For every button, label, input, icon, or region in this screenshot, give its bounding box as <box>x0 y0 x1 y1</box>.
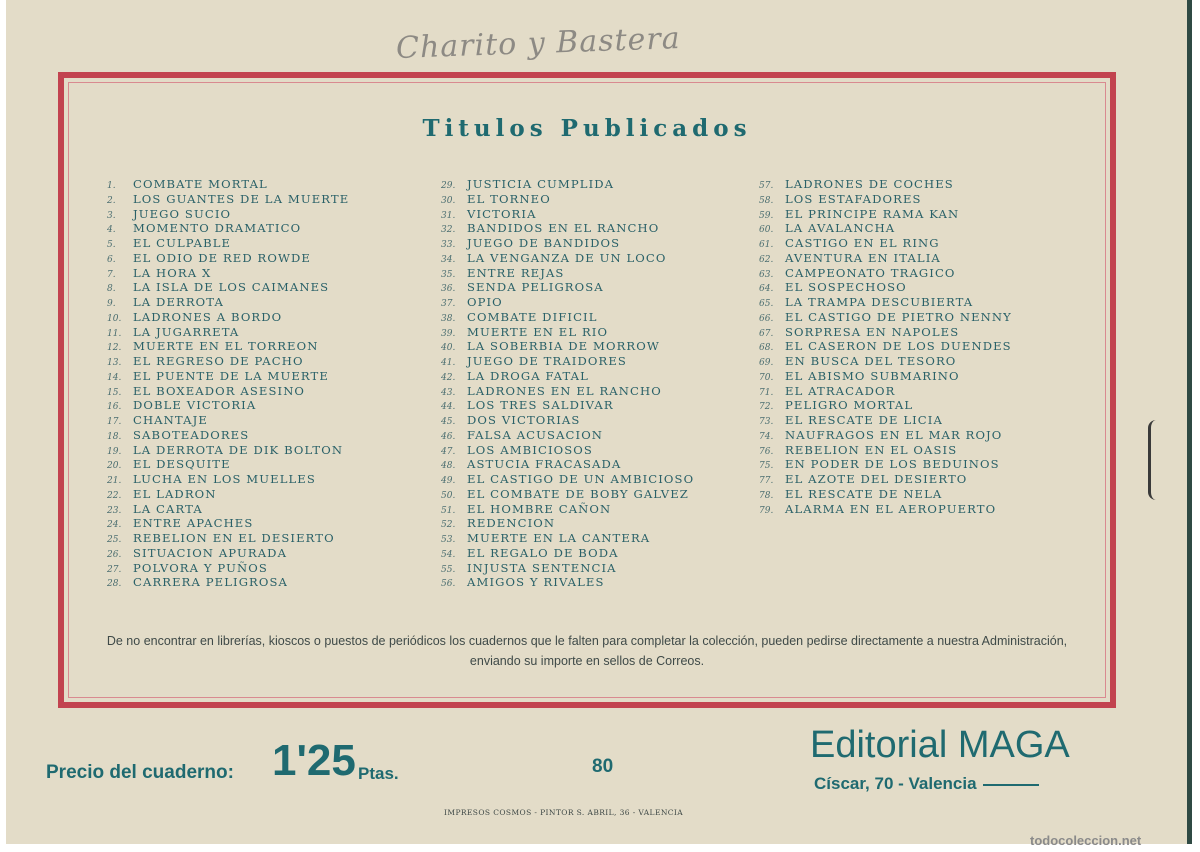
title-list-item <box>441 413 694 428</box>
title-list-item <box>441 531 694 546</box>
title-number: 79. <box>759 505 774 516</box>
title-list-item <box>759 487 1012 502</box>
title-number: 3. <box>107 210 116 221</box>
title-number: 50. <box>441 490 456 501</box>
title-number: 24. <box>107 520 122 531</box>
title-text: EL REGRESO DE PACHO <box>133 354 304 368</box>
title-text: POLVORA Y PUÑOS <box>133 560 268 575</box>
title-text: LA DROGA FATAL <box>467 368 589 383</box>
title-text: PELIGRO MORTAL <box>785 398 914 413</box>
title-list-item <box>759 221 1012 236</box>
title-number: 52. <box>441 520 456 531</box>
title-list-item <box>107 487 349 502</box>
title-list-item <box>107 236 349 251</box>
title-number: 78. <box>759 490 774 501</box>
title-list-item <box>107 546 349 561</box>
title-text: LA AVALANCHA <box>785 221 896 236</box>
title-number: 73. <box>759 417 774 427</box>
title-list-item <box>107 413 349 428</box>
title-list-item <box>759 398 1012 413</box>
title-number: 14. <box>107 372 122 383</box>
title-list-item <box>441 487 694 502</box>
staple-mark <box>1148 420 1169 500</box>
title-list-item <box>441 369 694 384</box>
title-number: 6. <box>107 254 116 265</box>
title-list-item <box>759 280 1012 295</box>
title-text: MOMENTO DRAMATICO <box>133 221 302 236</box>
title-number: 46. <box>441 431 456 442</box>
title-number: 61. <box>759 240 774 250</box>
title-text: EL ATRACADOR <box>785 383 896 398</box>
title-number: 7. <box>107 269 116 280</box>
title-list-item <box>107 443 349 458</box>
title-list-item <box>107 207 349 222</box>
title-number: 35. <box>441 269 456 280</box>
title-number: 16. <box>107 402 122 413</box>
title-list-item <box>441 398 694 413</box>
title-number: 2. <box>107 195 116 206</box>
title-number: 43. <box>441 387 456 398</box>
title-text: LOS ESTAFADORES <box>785 191 922 206</box>
publisher-name: Editorial MAGA <box>810 724 1070 766</box>
title-number: 9. <box>107 299 116 309</box>
title-text: EL CULPABLE <box>133 236 232 250</box>
title-text: LA VENGANZA DE UN LOCO <box>467 250 667 265</box>
title-list-item <box>759 177 1012 192</box>
title-text: MUERTE EN EL RIO <box>467 324 609 339</box>
ordering-notice: De no encontrar en librerías, kioscos o puestos de periódicos los cuadernos que le falten para completar la colección, pueden pedirse directamente a nuestra Administración, enviando su importe en sellos de Correos. <box>106 634 1068 668</box>
publisher-address <box>814 774 1039 794</box>
title-list-item <box>107 531 349 546</box>
title-list-item <box>441 295 694 310</box>
title-text: CHANTAJE <box>133 413 208 427</box>
title-list-item <box>759 207 1012 222</box>
title-number: 32. <box>441 225 456 236</box>
title-number: 57. <box>759 181 774 191</box>
title-number: 8. <box>107 284 116 295</box>
title-list-item <box>441 251 694 266</box>
title-number: 70. <box>759 372 774 383</box>
title-text: SABOTEADORES <box>133 427 250 442</box>
title-list-item <box>441 325 694 340</box>
title-number: 48. <box>441 461 456 472</box>
titles-heading: Titulos Publicados <box>422 115 752 142</box>
comic-back-cover <box>6 0 1192 844</box>
title-text: CAMPEONATO TRAGICO <box>785 265 956 280</box>
title-text: EL COMBATE DE BOBY GALVEZ <box>467 486 689 501</box>
title-number: 59. <box>759 210 774 221</box>
title-text: EL CASERON DE LOS DUENDES <box>785 339 1012 354</box>
title-number: 27. <box>107 564 122 575</box>
title-number: 65. <box>759 299 774 309</box>
title-list-item <box>441 339 694 354</box>
title-number: 25. <box>107 535 122 545</box>
title-number: 12. <box>107 343 122 354</box>
title-text: OPIO <box>467 295 503 309</box>
title-list-item <box>441 472 694 487</box>
title-text: EL DESQUITE <box>133 457 231 472</box>
title-text: CARRERA PELIGROSA <box>133 575 289 590</box>
title-number: 36. <box>441 284 456 295</box>
title-list-item <box>441 280 694 295</box>
title-number: 31. <box>441 210 456 221</box>
title-number: 71. <box>759 387 774 398</box>
title-text: LA TRAMPA DESCUBIERTA <box>785 295 974 309</box>
title-list-item <box>759 369 1012 384</box>
title-number: 75. <box>759 461 774 472</box>
title-number: 33. <box>441 240 456 250</box>
title-list-item <box>107 472 349 487</box>
title-number: 68. <box>759 343 774 354</box>
title-number: 18. <box>107 431 122 442</box>
title-number: 54. <box>441 549 456 560</box>
title-text: EL AZOTE DEL DESIERTO <box>785 472 968 486</box>
title-text: EL ABISMO SUBMARINO <box>785 368 960 383</box>
title-number: 49. <box>441 476 456 486</box>
title-number: 13. <box>107 358 122 368</box>
title-text: LA HORA X <box>133 265 212 280</box>
title-text: NAUFRAGOS EN EL MAR ROJO <box>785 427 1003 442</box>
title-list-item <box>107 502 349 517</box>
title-text: LADRONES A BORDO <box>133 309 283 324</box>
title-list-item <box>107 561 349 576</box>
title-text: JUEGO DE BANDIDOS <box>467 236 621 250</box>
title-text: EL CASTIGO DE UN AMBICIOSO <box>467 472 695 486</box>
title-list-item <box>107 457 349 472</box>
title-number: 69. <box>759 358 774 368</box>
title-text: LOS AMBICIOSOS <box>467 442 593 457</box>
title-list-item <box>759 266 1012 281</box>
title-list-item <box>759 472 1012 487</box>
title-text: LADRONES DE COCHES <box>785 177 954 191</box>
title-number: 22. <box>107 490 122 501</box>
title-list-item <box>107 266 349 281</box>
title-list-item <box>107 354 349 369</box>
title-text: EN BUSCA DEL TESORO <box>785 354 957 368</box>
title-list-item <box>441 177 694 192</box>
title-number: 34. <box>441 254 456 265</box>
title-list-item <box>107 280 349 295</box>
title-text: EL TORNEO <box>467 191 551 206</box>
price-unit: Ptas. <box>358 764 399 783</box>
title-text: ENTRE APACHES <box>133 516 254 531</box>
title-list-item <box>759 325 1012 340</box>
title-list-item <box>441 266 694 281</box>
title-text: JUSTICIA CUMPLIDA <box>467 177 615 191</box>
printer-credit: IMPRESOS COSMOS - PINTOR S. ABRIL, 36 - VALENCIA <box>444 808 684 817</box>
title-text: VICTORIA <box>467 206 537 221</box>
title-text: ENTRE REJAS <box>467 265 565 280</box>
handwritten-signature: Charito y Bastera <box>395 21 682 66</box>
title-number: 4. <box>107 225 116 236</box>
title-text: EL PUENTE DE LA MUERTE <box>133 368 329 383</box>
title-list-item <box>441 575 694 590</box>
price-value: 1'25 <box>272 736 356 785</box>
title-text: SENDA PELIGROSA <box>467 280 604 295</box>
title-number: 51. <box>441 505 456 516</box>
title-text: LOS GUANTES DE LA MUERTE <box>133 191 350 206</box>
title-list-item <box>759 457 1012 472</box>
title-number: 58. <box>759 195 774 206</box>
title-text: MUERTE EN LA CANTERA <box>467 531 651 545</box>
title-list-item <box>107 398 349 413</box>
title-list-item <box>441 516 694 531</box>
title-text: EL BOXEADOR ASESINO <box>133 383 306 398</box>
title-number: 45. <box>441 417 456 427</box>
title-text: LA ISLA DE LOS CAIMANES <box>133 280 330 295</box>
title-number: 40. <box>441 343 456 354</box>
title-text: COMBATE DIFICIL <box>467 309 598 324</box>
title-list-item <box>759 192 1012 207</box>
title-text: DOBLE VICTORIA <box>133 398 257 413</box>
title-list-item <box>441 457 694 472</box>
title-list-item <box>107 295 349 310</box>
title-number: 67. <box>759 328 774 339</box>
title-list-item <box>441 546 694 561</box>
title-text: EL PRINCIPE RAMA KAN <box>785 206 960 221</box>
title-text: EL REGALO DE BODA <box>467 545 619 560</box>
title-list-item <box>107 428 349 443</box>
title-text: COMBATE MORTAL <box>133 177 268 191</box>
title-list-item <box>441 384 694 399</box>
title-number: 38. <box>441 313 456 324</box>
title-number: 29. <box>441 181 456 191</box>
title-number: 62. <box>759 254 774 265</box>
address-underline <box>983 784 1039 786</box>
address-text: Císcar, 70 - Valencia <box>814 774 977 793</box>
title-number: 11. <box>107 328 122 339</box>
title-list-item <box>107 516 349 531</box>
title-number: 21. <box>107 476 122 486</box>
title-number: 41. <box>441 358 456 368</box>
title-list-item <box>759 413 1012 428</box>
title-text: FALSA ACUSACION <box>467 427 604 442</box>
title-text: MUERTE EN EL TORREON <box>133 339 319 354</box>
title-list-item <box>107 575 349 590</box>
title-list-item <box>759 295 1012 310</box>
title-list-item <box>759 339 1012 354</box>
title-number: 30. <box>441 195 456 206</box>
title-list-item <box>759 310 1012 325</box>
title-number: 26. <box>107 549 122 560</box>
issue-number: 80 <box>592 756 614 777</box>
title-text: LOS TRES SALDIVAR <box>467 398 614 413</box>
title-number: 63. <box>759 269 774 280</box>
title-list-item <box>759 502 1012 517</box>
title-text: LA DERROTA <box>133 295 224 309</box>
price-label: Precio del cuaderno: <box>46 762 234 783</box>
title-text: ASTUCIA FRACASADA <box>467 457 622 472</box>
title-text: EL ODIO DE RED ROWDE <box>133 250 311 265</box>
title-text: BANDIDOS EN EL RANCHO <box>467 221 660 236</box>
title-text: SITUACION APURADA <box>133 545 288 560</box>
title-number: 1. <box>107 181 116 191</box>
title-text: EN PODER DE LOS BEDUINOS <box>785 457 1000 472</box>
title-list-item <box>759 354 1012 369</box>
title-text: EL SOSPECHOSO <box>785 280 907 295</box>
title-list-item <box>441 443 694 458</box>
title-text: JUEGO DE TRAIDORES <box>467 354 627 368</box>
title-list-item <box>441 428 694 443</box>
title-number: 37. <box>441 299 456 309</box>
title-number: 56. <box>441 579 456 590</box>
title-list-item <box>107 221 349 236</box>
title-number: 19. <box>107 446 122 457</box>
title-list-item <box>107 369 349 384</box>
title-text: EL CASTIGO DE PIETRO NENNY <box>785 309 1012 324</box>
title-number: 74. <box>759 431 774 442</box>
title-text: REDENCION <box>467 516 556 531</box>
title-text: JUEGO SUCIO <box>133 206 232 221</box>
watermark-text: todocoleccion.net <box>1030 833 1142 848</box>
title-number: 77. <box>759 476 774 486</box>
title-number: 55. <box>441 564 456 575</box>
title-list-item <box>441 192 694 207</box>
title-list-item <box>107 251 349 266</box>
title-list-item <box>759 384 1012 399</box>
title-text: INJUSTA SENTENCIA <box>467 560 617 575</box>
title-text: AVENTURA EN ITALIA <box>785 250 941 265</box>
title-text: EL RESCATE DE LICIA <box>785 413 943 427</box>
title-number: 17. <box>107 417 122 427</box>
titles-column-1 <box>107 177 349 590</box>
title-text: DOS VICTORIAS <box>467 413 581 427</box>
title-text: REBELION EN EL OASIS <box>785 442 958 457</box>
title-list-item <box>441 310 694 325</box>
title-number: 72. <box>759 402 774 413</box>
title-text: EL LADRON <box>133 486 217 501</box>
title-number: 60. <box>759 225 774 236</box>
title-list-item <box>107 192 349 207</box>
title-number: 66. <box>759 313 774 324</box>
title-list-item <box>107 177 349 192</box>
title-text: ALARMA EN EL AEROPUERTO <box>785 501 997 516</box>
titles-frame-inner <box>68 82 1106 698</box>
title-list-item <box>107 325 349 340</box>
title-text: LA JUGARRETA <box>133 324 240 339</box>
title-list-item <box>441 502 694 517</box>
title-number: 64. <box>759 284 774 295</box>
title-list-item <box>441 561 694 576</box>
title-list-item <box>107 310 349 325</box>
title-number: 39. <box>441 328 456 339</box>
title-number: 53. <box>441 535 456 545</box>
title-number: 28. <box>107 579 122 590</box>
title-number: 15. <box>107 387 122 398</box>
title-text: AMIGOS Y RIVALES <box>467 575 605 590</box>
title-list-item <box>107 339 349 354</box>
title-number: 23. <box>107 505 122 516</box>
title-list-item <box>441 221 694 236</box>
title-list-item <box>441 207 694 222</box>
title-list-item <box>107 384 349 399</box>
title-list-item <box>759 236 1012 251</box>
title-number: 10. <box>107 313 122 324</box>
title-number: 42. <box>441 372 456 383</box>
title-number: 44. <box>441 402 456 413</box>
title-number: 20. <box>107 461 122 472</box>
title-number: 76. <box>759 446 774 457</box>
titles-column-2 <box>441 177 694 590</box>
title-text: LA SOBERBIA DE MORROW <box>467 339 660 354</box>
titles-frame <box>58 72 1116 708</box>
title-text: SORPRESA EN NAPOLES <box>785 324 960 339</box>
title-text: CASTIGO EN EL RING <box>785 236 940 250</box>
title-text: LADRONES EN EL RANCHO <box>467 383 662 398</box>
title-text: REBELION EN EL DESIERTO <box>133 531 335 545</box>
title-text: LA CARTA <box>133 501 203 516</box>
title-list-item <box>441 354 694 369</box>
title-text: EL HOMBRE CAÑON <box>467 501 612 516</box>
title-text: EL RESCATE DE NELA <box>785 486 943 501</box>
title-list-item <box>441 236 694 251</box>
title-number: 5. <box>107 240 116 250</box>
title-list-item <box>759 443 1012 458</box>
title-list-item <box>759 428 1012 443</box>
title-text: LUCHA EN LOS MUELLES <box>133 472 316 486</box>
title-number: 47. <box>441 446 456 457</box>
title-text: LA DERROTA DE DIK BOLTON <box>133 442 344 457</box>
title-list-item <box>759 251 1012 266</box>
titles-column-3 <box>759 177 1012 516</box>
